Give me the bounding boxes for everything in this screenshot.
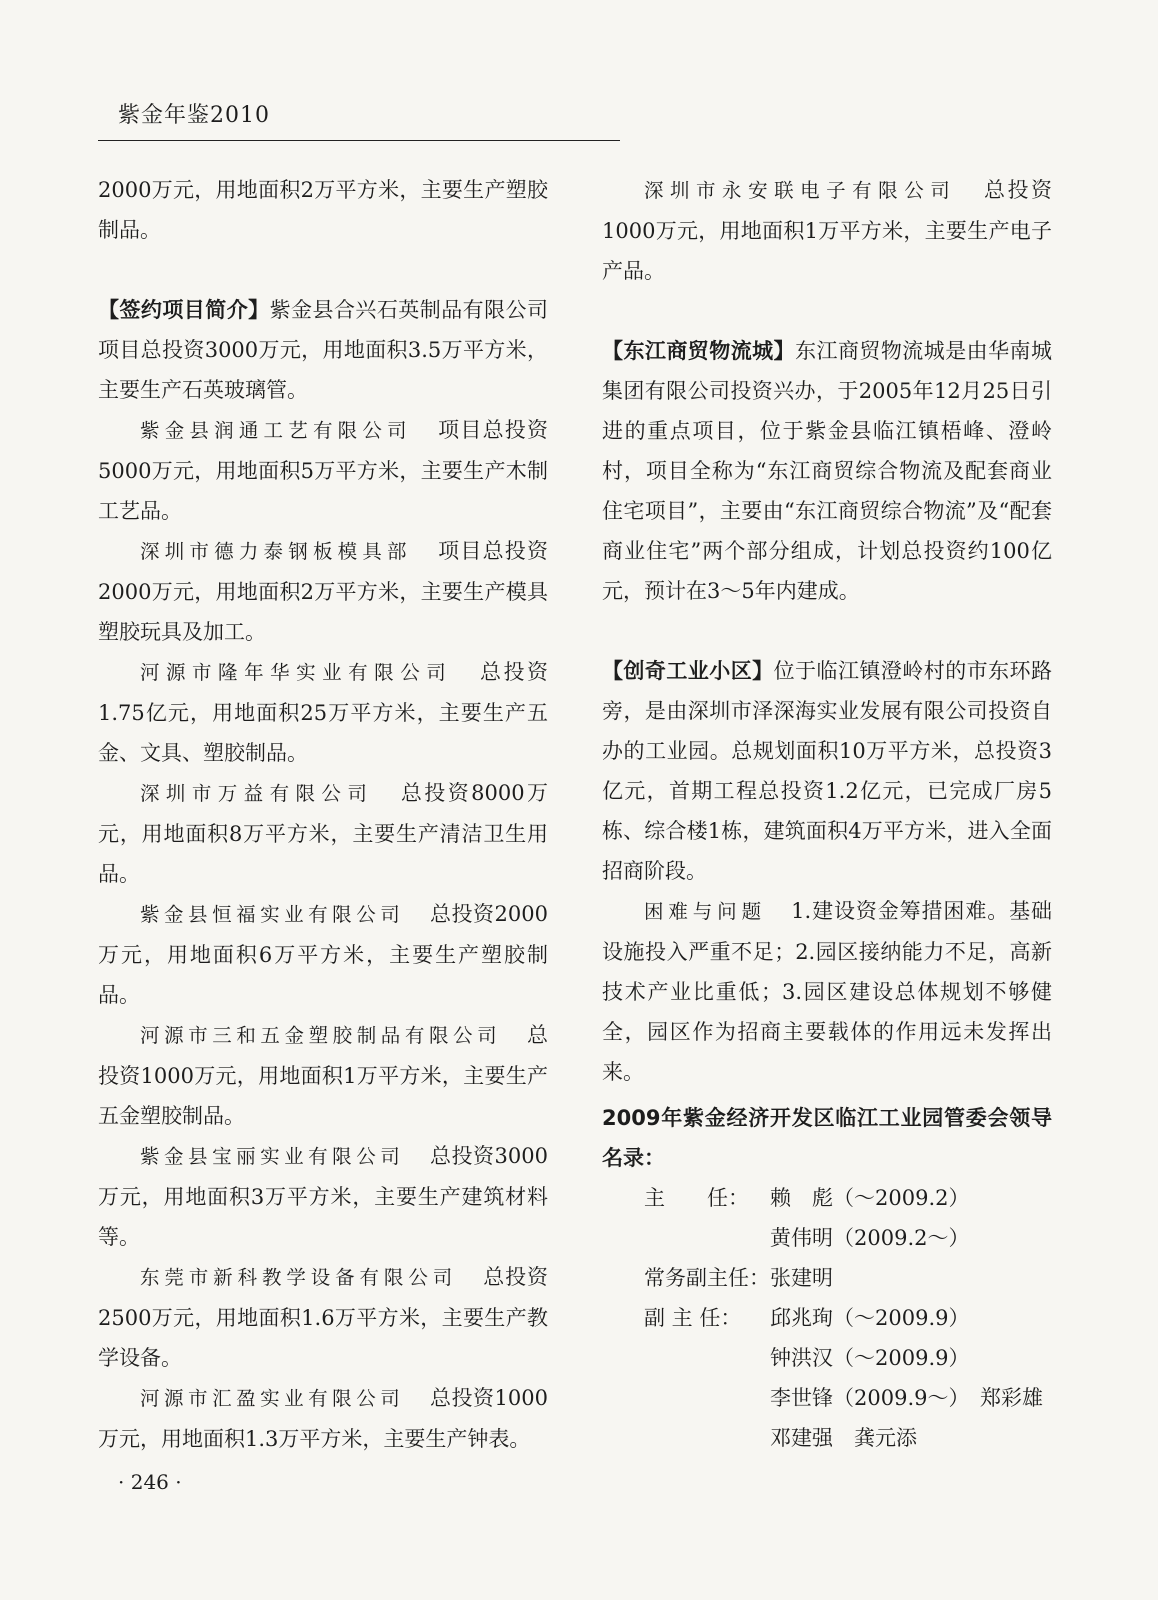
project-item bbox=[98, 1257, 548, 1378]
company-name: 深圳市永安联电子有限公司 bbox=[644, 179, 957, 202]
roster-title: 2009年紫金经济开发区临江工业园管委会领导名录： bbox=[602, 1106, 1052, 1170]
roster-row bbox=[602, 1218, 1052, 1258]
role-names: 赖 彪（～2009.2） bbox=[770, 1186, 970, 1210]
project-text: 总投资1.75亿元，用地面积25万平方米，主要生产五金、文具、塑胶制品。 bbox=[98, 660, 548, 765]
project-item bbox=[98, 1136, 548, 1257]
section-text: 紫金县合兴石英制品有限公司 项目总投资3000万元，用地面积3.5万平方米，主要生产石英玻璃管。 bbox=[98, 298, 549, 402]
role-label bbox=[644, 1218, 770, 1258]
role-names: 邱兆珣（～2009.9） bbox=[770, 1306, 970, 1330]
project-text: 总投资1000万元，用地面积1.3万平方米，主要生产钟表。 bbox=[98, 1386, 548, 1451]
project-text: 总投资2500万元，用地面积1.6万平方米，主要生产教学设备。 bbox=[98, 1265, 548, 1370]
role-label bbox=[644, 1418, 770, 1458]
project-text: 项目总投资2000万元，用地面积2万平方米，主要生产模具塑胶玩具及加工。 bbox=[98, 539, 548, 644]
project-item bbox=[98, 894, 548, 1015]
section-text: 位于临江镇澄岭村的市东环路旁，是由深圳市泽深海实业发展有限公司投资自办的工业园。总规划面积10万平方米，总投资3亿元，首期工程总投资1.2亿元，已完成厂房5栋、综合楼1栋，建筑面积4万平方米，进入全面招商阶段。 bbox=[602, 659, 1053, 883]
roster-row bbox=[602, 1418, 1052, 1458]
project-text: 项目总投资5000万元，用地面积5万平方米，主要生产木制工艺品。 bbox=[98, 418, 548, 523]
header-rule bbox=[98, 140, 620, 141]
problems-text: 1.建设资金筹措困难。基础设施投入严重不足；2.园区接纳能力不足，高新技术产业比重低；3.园区建设总体规划不够健全，园区作为招商主要载体的作用远未发挥出来。 bbox=[602, 899, 1052, 1084]
section-head: 【签约项目简介】 bbox=[98, 298, 270, 322]
project-item bbox=[602, 170, 1052, 291]
problems-paragraph bbox=[602, 891, 1052, 1092]
project-item bbox=[98, 531, 548, 652]
project-text: 总投资2000万元，用地面积6万平方米，主要生产塑胶制品。 bbox=[98, 902, 548, 1007]
role-names: 黄伟明（2009.2～） bbox=[770, 1226, 970, 1250]
role-label bbox=[644, 1338, 770, 1378]
company-name: 紫金县恒福实业有限公司 bbox=[140, 903, 405, 926]
role-label: 主 任： bbox=[644, 1186, 749, 1210]
project-text: 总投资3000万元，用地面积3万平方米，主要生产建筑材料等。 bbox=[98, 1144, 548, 1249]
problems-label: 困难与问题 bbox=[644, 900, 766, 923]
chuangqi-paragraph bbox=[602, 651, 1052, 891]
company-name: 河源市汇盈实业有限公司 bbox=[140, 1387, 405, 1410]
company-name: 河源市隆年华实业有限公司 bbox=[140, 661, 453, 684]
role-names: 张建明 bbox=[770, 1266, 833, 1290]
project-item bbox=[98, 1378, 548, 1459]
company-name: 紫金县宝丽实业有限公司 bbox=[140, 1145, 405, 1168]
dongjiang-paragraph bbox=[602, 331, 1052, 611]
roster-row bbox=[602, 1178, 1052, 1218]
project-item bbox=[98, 773, 548, 894]
company-name: 深圳市德力泰钢板模具部 bbox=[140, 540, 412, 563]
company-name: 河源市三和五金塑胶制品有限公司 bbox=[140, 1024, 502, 1047]
page-number: · 246 · bbox=[118, 1470, 182, 1494]
right-column bbox=[602, 170, 1052, 1458]
company-name: 紫金县润通工艺有限公司 bbox=[140, 419, 412, 442]
role-label bbox=[644, 1378, 770, 1418]
project-item bbox=[98, 1015, 548, 1136]
section-head: 【创奇工业小区】 bbox=[602, 659, 774, 683]
left-column bbox=[98, 170, 548, 1459]
roster-row bbox=[602, 1378, 1052, 1418]
paragraph: 2000万元，用地面积2万平方米，主要生产塑胶制品。 bbox=[98, 178, 548, 242]
roster-row bbox=[602, 1258, 1052, 1298]
project-text: 总投资1000万元，用地面积1万平方米，主要生产电子产品。 bbox=[602, 178, 1052, 283]
project-text: 总投资8000万元，用地面积8万平方米，主要生产清洁卫生用品。 bbox=[98, 781, 548, 886]
role-label: 副 主 任： bbox=[644, 1306, 742, 1330]
role-names: 李世锋（2009.9～） 郑彩雄 bbox=[770, 1386, 1043, 1410]
role-names: 邓建强 龚元添 bbox=[770, 1426, 917, 1450]
company-name: 深圳市万益有限公司 bbox=[140, 782, 374, 805]
project-item bbox=[98, 410, 548, 531]
running-head: 紫金年鉴2010 bbox=[118, 103, 270, 128]
section-head: 【东江商贸物流城】 bbox=[602, 339, 796, 363]
project-item bbox=[98, 652, 548, 773]
section-text: 东江商贸物流城是由华南城集团有限公司投资兴办，于2005年12月25日引进的重点项目，位于紫金县临江镇梧峰、澄岭村，项目全称为“东江商贸综合物流及配套商业住宅项目”，主要由“东江商贸综合物流”及“配套商业住宅”两个部分组成，计划总投资约100亿元，预计在3～5年内建成。 bbox=[602, 339, 1053, 603]
roster-row bbox=[602, 1298, 1052, 1338]
role-names: 钟洪汉（～2009.9） bbox=[770, 1346, 970, 1370]
roster-row bbox=[602, 1338, 1052, 1378]
signed-projects-paragraph bbox=[98, 290, 548, 410]
role-label: 常务副主任： bbox=[644, 1266, 770, 1290]
company-name: 东莞市新科教学设备有限公司 bbox=[140, 1266, 458, 1289]
project-text: 总投资1000万元，用地面积1万平方米，主要生产五金塑胶制品。 bbox=[98, 1023, 548, 1128]
